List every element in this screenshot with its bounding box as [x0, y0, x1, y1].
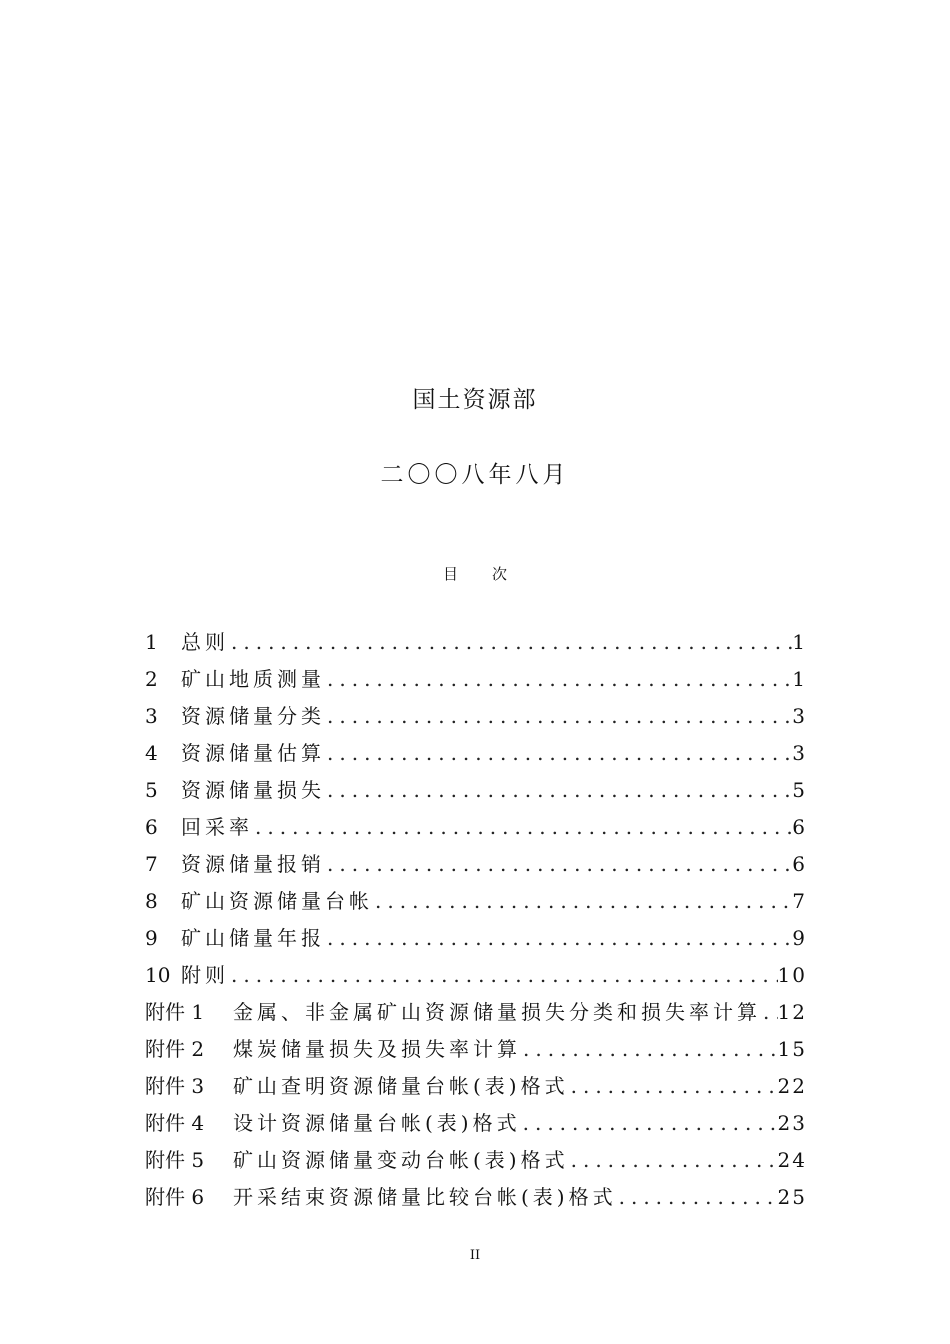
toc-entry[interactable] [145, 1179, 807, 1216]
toc-leader [569, 1142, 778, 1179]
toc-entry[interactable] [145, 1142, 807, 1179]
toc-entry[interactable] [145, 772, 807, 809]
toc-entry-number: 附件 1 [145, 1000, 205, 1024]
toc-entry-page: 6 [792, 852, 807, 876]
toc-entry-page: 10 [777, 963, 807, 987]
toc-entry-number: 5 [145, 778, 158, 802]
toc-entry[interactable] [145, 1031, 807, 1068]
toc-entry-page: 7 [792, 889, 807, 913]
toc-entry[interactable] [145, 957, 807, 994]
toc-leader [325, 846, 792, 883]
toc-entry[interactable] [145, 1068, 807, 1105]
toc-entry[interactable] [145, 920, 807, 957]
toc-entry-number: 4 [145, 741, 158, 765]
toc-entry[interactable] [145, 735, 807, 772]
toc-entry-page: 23 [777, 1111, 807, 1135]
toc-title [0, 563, 950, 584]
toc-entry[interactable] [145, 809, 807, 846]
toc-title-right: 次 [492, 565, 508, 583]
toc-entry-number: 7 [145, 852, 158, 876]
table-of-contents [145, 624, 807, 1216]
toc-entry-number: 附件 2 [145, 1037, 205, 1061]
toc-leader [761, 994, 778, 1031]
toc-leader [325, 698, 792, 735]
toc-entry-page: 25 [777, 1185, 807, 1209]
toc-entry[interactable] [145, 846, 807, 883]
page-number: II [469, 1248, 481, 1263]
toc-entry-page: 22 [777, 1074, 807, 1098]
toc-entry-label: 资源储量估算 [181, 741, 325, 765]
toc-leader [325, 735, 792, 772]
toc-entry-label: 矿山资源储量台帐 [181, 889, 373, 913]
toc-entry-page: 15 [777, 1037, 807, 1061]
toc-entry-page: 6 [792, 815, 807, 839]
toc-leader [229, 957, 778, 994]
toc-entry[interactable] [145, 661, 807, 698]
toc-entry-label: 开采结束资源储量比较台帐(表)格式 [233, 1185, 617, 1209]
toc-entry[interactable] [145, 1105, 807, 1142]
toc-entry[interactable] [145, 624, 807, 661]
toc-title-left: 目 [442, 565, 458, 583]
toc-entry-number: 附件 5 [145, 1148, 205, 1172]
toc-entry[interactable] [145, 994, 807, 1031]
toc-entry-page: 5 [792, 778, 807, 802]
toc-entry-label: 设计资源储量台帐(表)格式 [233, 1111, 521, 1135]
toc-entry-number: 6 [145, 815, 158, 839]
toc-leader [569, 1068, 778, 1105]
toc-entry-label: 资源储量损失 [181, 778, 325, 802]
toc-entry-number: 附件 3 [145, 1074, 205, 1098]
toc-leader [229, 624, 792, 661]
toc-entry-label: 资源储量分类 [181, 704, 325, 728]
toc-entry-label: 回采率 [181, 815, 253, 839]
toc-entry-number: 2 [145, 667, 158, 691]
toc-entry-label: 矿山储量年报 [181, 926, 325, 950]
toc-entry-page: 3 [792, 704, 807, 728]
toc-leader [617, 1179, 778, 1216]
toc-leader [521, 1031, 778, 1068]
issue-date: 二〇〇八年八月 [380, 462, 570, 488]
toc-leader [325, 920, 792, 957]
toc-entry-page: 1 [792, 630, 807, 654]
issuer-name: 国土资源部 [412, 387, 538, 413]
toc-entry-label: 附则 [181, 963, 229, 987]
toc-leader [325, 772, 792, 809]
toc-leader [325, 661, 792, 698]
toc-entry-page: 12 [777, 1000, 807, 1024]
toc-entry-page: 3 [792, 741, 807, 765]
toc-entry-number: 9 [145, 926, 158, 950]
toc-entry-label: 煤炭储量损失及损失率计算 [233, 1037, 521, 1061]
toc-entry-number: 3 [145, 704, 158, 728]
toc-leader [253, 809, 792, 846]
toc-entry[interactable] [145, 883, 807, 920]
toc-leader [373, 883, 792, 920]
toc-entry-number: 附件 6 [145, 1185, 205, 1209]
toc-entry-number: 8 [145, 889, 158, 913]
toc-entry-label: 矿山地质测量 [181, 667, 325, 691]
toc-entry-label: 矿山资源储量变动台帐(表)格式 [233, 1148, 569, 1172]
toc-entry[interactable] [145, 698, 807, 735]
toc-entry-page: 1 [792, 667, 807, 691]
toc-entry-label: 金属、非金属矿山资源储量损失分类和损失率计算 [233, 1000, 761, 1024]
toc-entry-label: 矿山查明资源储量台帐(表)格式 [233, 1074, 569, 1098]
toc-entry-number: 10 [145, 963, 171, 987]
toc-entry-page: 9 [792, 926, 807, 950]
toc-entry-label: 资源储量报销 [181, 852, 325, 876]
toc-entry-number: 1 [145, 630, 158, 654]
toc-entry-page: 24 [777, 1148, 807, 1172]
toc-entry-number: 附件 4 [145, 1111, 205, 1135]
toc-leader [521, 1105, 778, 1142]
toc-entry-label: 总则 [181, 630, 229, 654]
